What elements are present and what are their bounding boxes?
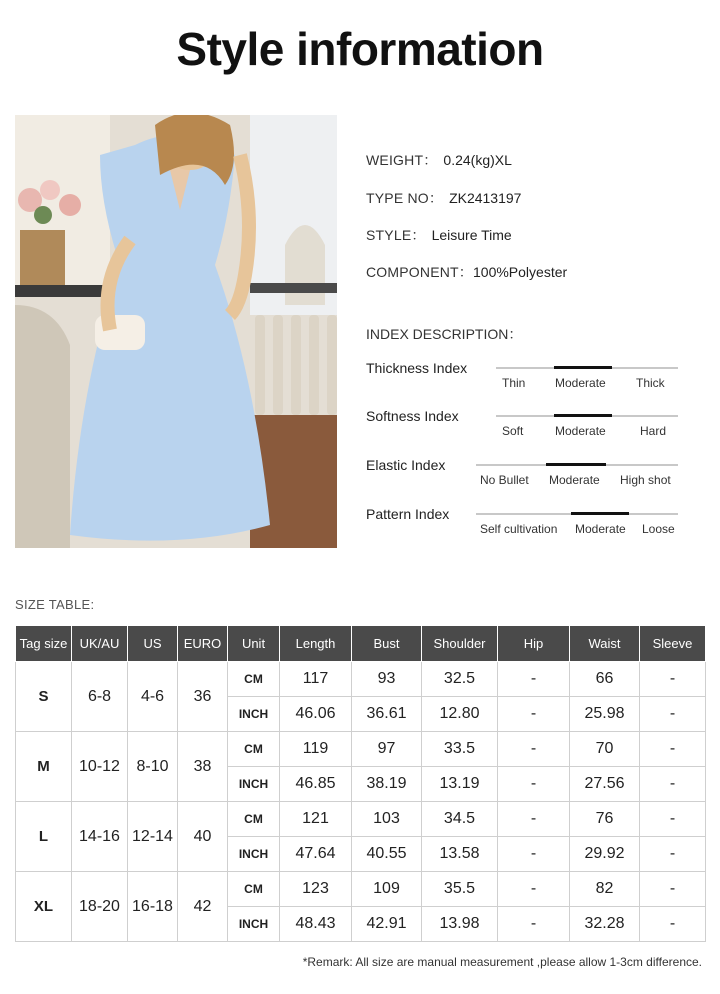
unit-cell: CM: [228, 802, 280, 837]
component-info: [366, 262, 567, 282]
us-size-cell: 8-10: [128, 732, 178, 802]
sleeve-cell: -: [640, 837, 706, 872]
shoulder-cell: 32.5: [422, 662, 498, 697]
index-option: Hard: [640, 424, 667, 438]
waist-cell: 70: [570, 732, 640, 767]
waist-cell: 29.92: [570, 837, 640, 872]
us-size-cell: 12-14: [128, 802, 178, 872]
shoulder-cell: 34.5: [422, 802, 498, 837]
table-row: [16, 802, 706, 837]
type-info: [366, 188, 521, 208]
softness-index-row: [366, 408, 686, 442]
euro-size-cell: 40: [178, 802, 228, 872]
uk-size-cell: 6-8: [72, 662, 128, 732]
shoulder-cell: 13.98: [422, 907, 498, 942]
unit-cell: INCH: [228, 767, 280, 802]
length-cell: 119: [280, 732, 352, 767]
length-cell: 117: [280, 662, 352, 697]
column-header: Waist: [570, 626, 640, 662]
table-row: [16, 732, 706, 767]
bust-cell: 103: [352, 802, 422, 837]
sleeve-cell: -: [640, 872, 706, 907]
column-header: Sleeve: [640, 626, 706, 662]
column-header: Unit: [228, 626, 280, 662]
style-info: [366, 225, 512, 245]
style-value: Leisure Time: [431, 227, 512, 243]
bust-cell: 38.19: [352, 767, 422, 802]
sleeve-cell: -: [640, 907, 706, 942]
hip-cell: -: [498, 837, 570, 872]
sleeve-cell: -: [640, 662, 706, 697]
shoulder-cell: 13.58: [422, 837, 498, 872]
us-size-cell: 4-6: [128, 662, 178, 732]
remark-note: *Remark: All size are manual measurement ,please allow 1-3cm difference.: [302, 955, 702, 969]
waist-cell: 66: [570, 662, 640, 697]
index-name: Elastic Index: [366, 457, 446, 473]
product-photo: [15, 115, 337, 548]
waist-cell: 25.98: [570, 697, 640, 732]
style-label: STYLE：: [366, 227, 426, 243]
bust-cell: 97: [352, 732, 422, 767]
size-table-label: SIZE TABLE:: [15, 597, 95, 612]
hip-cell: -: [498, 767, 570, 802]
size-table-header-row: [16, 626, 706, 662]
length-cell: 123: [280, 872, 352, 907]
waist-cell: 82: [570, 872, 640, 907]
unit-cell: INCH: [228, 907, 280, 942]
pattern-index-row: [366, 506, 686, 540]
us-size-cell: 16-18: [128, 872, 178, 942]
index-option: Thin: [502, 376, 526, 390]
unit-cell: CM: [228, 732, 280, 767]
waist-cell: 32.28: [570, 907, 640, 942]
euro-size-cell: 42: [178, 872, 228, 942]
table-row: [16, 662, 706, 697]
bust-cell: 93: [352, 662, 422, 697]
index-name: Softness Index: [366, 408, 459, 424]
length-cell: 47.64: [280, 837, 352, 872]
component-value: 100%Polyester: [473, 264, 568, 280]
table-row: [16, 872, 706, 907]
column-header: UK/AU: [72, 626, 128, 662]
thickness-index-row: [366, 360, 686, 394]
column-header: US: [128, 626, 178, 662]
unit-cell: CM: [228, 872, 280, 907]
index-name: Pattern Index: [366, 506, 450, 522]
euro-size-cell: 38: [178, 732, 228, 802]
shoulder-cell: 33.5: [422, 732, 498, 767]
component-label: COMPONENT：: [366, 264, 473, 280]
hip-cell: -: [498, 662, 570, 697]
elastic-index-row: [366, 457, 686, 491]
tag-size-cell: XL: [16, 872, 72, 942]
column-header: Length: [280, 626, 352, 662]
index-option: Moderate: [555, 424, 606, 438]
shoulder-cell: 35.5: [422, 872, 498, 907]
length-cell: 121: [280, 802, 352, 837]
bust-cell: 36.61: [352, 697, 422, 732]
hip-cell: -: [498, 802, 570, 837]
column-header: Hip: [498, 626, 570, 662]
tag-size-cell: M: [16, 732, 72, 802]
hip-cell: -: [498, 872, 570, 907]
length-cell: 46.06: [280, 697, 352, 732]
sleeve-cell: -: [640, 732, 706, 767]
weight-value: 0.24(kg)XL: [443, 152, 512, 168]
uk-size-cell: 18-20: [72, 872, 128, 942]
hip-cell: -: [498, 697, 570, 732]
index-description-heading: INDEX DESCRIPTION：: [366, 326, 523, 342]
size-table: [15, 625, 706, 942]
tag-size-cell: S: [16, 662, 72, 732]
index-option: Moderate: [549, 473, 600, 487]
sleeve-cell: -: [640, 802, 706, 837]
type-label: TYPE NO：: [366, 190, 444, 206]
bust-cell: 40.55: [352, 837, 422, 872]
sleeve-cell: -: [640, 697, 706, 732]
uk-size-cell: 14-16: [72, 802, 128, 872]
column-header: Bust: [352, 626, 422, 662]
waist-cell: 76: [570, 802, 640, 837]
index-option: Moderate: [575, 522, 626, 536]
column-header: Shoulder: [422, 626, 498, 662]
index-option: Soft: [502, 424, 524, 438]
column-header: Tag size: [16, 626, 72, 662]
index-option: Thick: [636, 376, 665, 390]
page-title: Style information: [176, 23, 544, 75]
column-header: EURO: [178, 626, 228, 662]
shoulder-cell: 12.80: [422, 697, 498, 732]
weight-label: WEIGHT：: [366, 152, 438, 168]
shoulder-cell: 13.19: [422, 767, 498, 802]
uk-size-cell: 10-12: [72, 732, 128, 802]
index-option: Loose: [642, 522, 675, 536]
index-marker: [554, 414, 612, 417]
index-marker: [554, 366, 612, 369]
euro-size-cell: 36: [178, 662, 228, 732]
index-marker: [546, 463, 606, 466]
index-name: Thickness Index: [366, 360, 468, 376]
waist-cell: 27.56: [570, 767, 640, 802]
length-cell: 46.85: [280, 767, 352, 802]
index-option: Self cultivation: [480, 522, 558, 536]
bust-cell: 109: [352, 872, 422, 907]
index-option: Moderate: [555, 376, 606, 390]
weight-info: [366, 150, 512, 170]
index-option: No Bullet: [480, 473, 529, 487]
bust-cell: 42.91: [352, 907, 422, 942]
tag-size-cell: L: [16, 802, 72, 872]
unit-cell: CM: [228, 662, 280, 697]
hip-cell: -: [498, 732, 570, 767]
type-value: ZK2413197: [449, 190, 522, 206]
index-marker: [571, 512, 629, 515]
sleeve-cell: -: [640, 767, 706, 802]
hip-cell: -: [498, 907, 570, 942]
index-option: High shot: [620, 473, 671, 487]
length-cell: 48.43: [280, 907, 352, 942]
unit-cell: INCH: [228, 697, 280, 732]
unit-cell: INCH: [228, 837, 280, 872]
